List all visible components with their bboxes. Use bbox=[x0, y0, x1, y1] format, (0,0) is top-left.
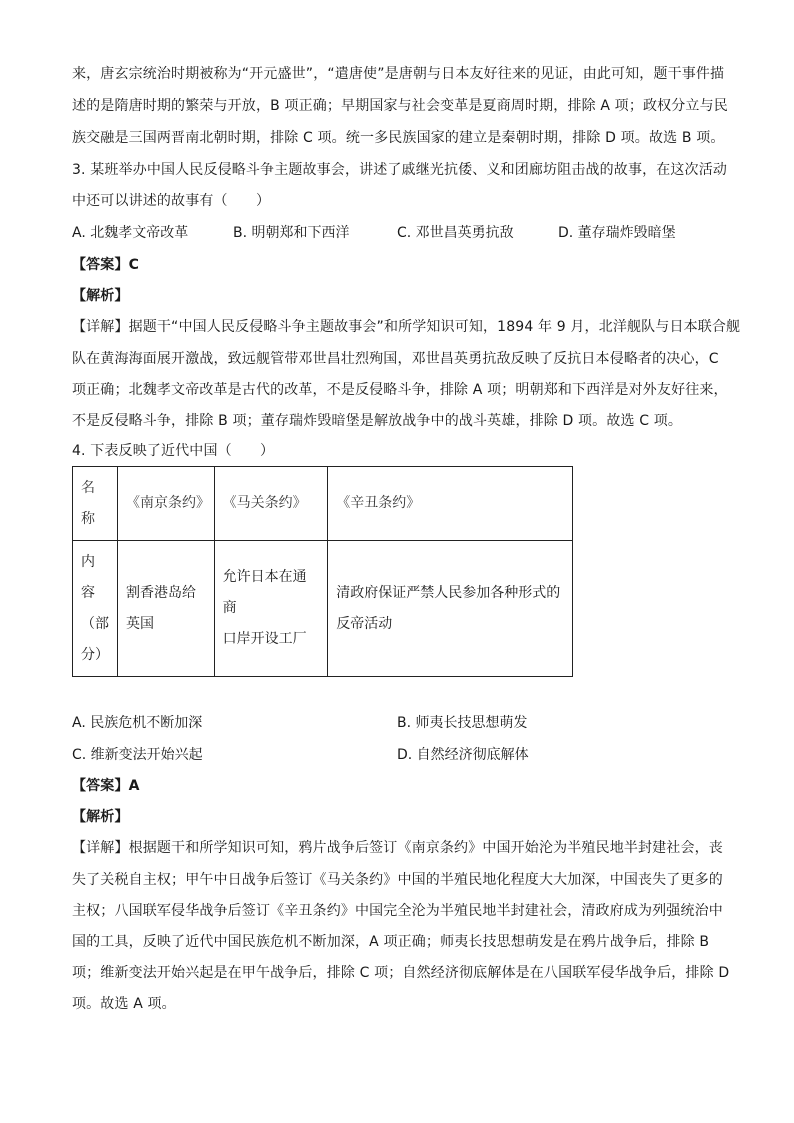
q3-answer: 【答案】C bbox=[72, 257, 140, 273]
paragraph-line: 来，唐玄宗统治时期被称为“开元盛世”，“遣唐使”是唐朝与日本友好往来的见证，由此可知，题干事件描 bbox=[72, 66, 725, 82]
q4-detail-line: 项。故选 A 项。 bbox=[72, 996, 176, 1012]
table-cell-text: 口岸开设工厂 bbox=[222, 631, 307, 647]
table-header-cell: 《马关条约》 bbox=[214, 467, 328, 541]
table-cell-text: 清政府保证严禁人民参加各种形式的 bbox=[336, 584, 561, 601]
table-label-text: 容 bbox=[81, 584, 95, 601]
q4-detail-line: 失了关税自主权；甲午中日战争后签订《马关条约》中国的半殖民地化程度大大加深，中国丧失了更多的 bbox=[72, 872, 723, 888]
q3-analysis-heading: 【解析】 bbox=[72, 288, 129, 304]
table-cell bbox=[214, 541, 328, 677]
q3-detail-line: 【详解】据题干“中国人民反侵略斗争主题故事会”和所学知识可知，1894 年 9 月，北洋舰队与日本联合舰 bbox=[72, 319, 741, 335]
q4-detail-line: 【详解】根据题干和所学知识可知，鸦片战争后签订《南京条约》中国开始沦为半殖民地半封建社会，丧 bbox=[72, 840, 723, 856]
table-label-text: 称 bbox=[81, 510, 95, 527]
q4-option-a: A. 民族危机不断加深 bbox=[72, 715, 203, 731]
q4-detail-line: 项；维新变法开始兴起是在甲午战争后，排除 C 项；自然经济彻底解体是在八国联军侵华战争后，排除 D bbox=[72, 965, 730, 981]
table-cell-text: 允许日本在通商 bbox=[222, 569, 307, 616]
paragraph-line: 族交融是三国两晋南北朝时期，排除 C 项。统一多民族国家的建立是秦朝时期，排除 D 项。故选 B 项。 bbox=[72, 130, 725, 146]
table-row bbox=[73, 541, 573, 677]
q3-detail-line: 队在黄海海面展开激战，致远舰管带邓世昌壮烈殉国，邓世昌英勇抗敌反映了反抗日本侵略者的决心，C bbox=[72, 351, 719, 367]
table-label-text: 名 bbox=[81, 479, 95, 496]
q4-option-d: D. 自然经济彻底解体 bbox=[397, 747, 529, 763]
table-cell bbox=[328, 541, 573, 677]
table-label-text: 内 bbox=[81, 553, 95, 570]
table-cell-text: 反帝活动 bbox=[336, 615, 393, 632]
table-label-cell bbox=[73, 467, 118, 541]
q3-option-d: D. 董存瑞炸毁暗堡 bbox=[558, 225, 676, 241]
question-3-stem: 3. 某班举办中国人民反侵略斗争主题故事会，讲述了戚继光抗倭、义和团廊坊阻击战的故事，在这次活动 bbox=[72, 162, 728, 178]
table-header-cell: 《南京条约》 bbox=[118, 467, 215, 541]
table-cell-text: 割香港岛给 bbox=[126, 584, 196, 601]
q3-option-c: C. 邓世昌英勇抗敌 bbox=[397, 225, 514, 241]
q3-detail-line: 不是反侵略斗争，排除 B 项；董存瑞炸毁暗堡是解放战争中的战斗英雄，排除 D 项。故选 C 项。 bbox=[72, 413, 683, 429]
q4-answer: 【答案】A bbox=[72, 778, 140, 794]
q3-detail-line: 项正确；北魏孝文帝改革是古代的改革，不是反侵略斗争，排除 A 项；明朝郑和下西洋是对外友好往来， bbox=[72, 382, 728, 398]
q4-detail-line: 国的工具，反映了近代中国民族危机不断加深，A 项正确；师夷长技思想萌发是在鸦片战争后，排除 B bbox=[72, 934, 710, 950]
question-3-stem: 中还可以讲述的故事有（ ） bbox=[72, 193, 271, 209]
q3-option-a: A. 北魏孝文帝改革 bbox=[72, 225, 189, 241]
q3-option-b: B. 明朝郑和下西洋 bbox=[233, 225, 350, 241]
table-cell-text: 英国 bbox=[126, 615, 154, 632]
q4-option-c: C. 维新变法开始兴起 bbox=[72, 747, 203, 763]
q4-analysis-heading: 【解析】 bbox=[72, 809, 129, 825]
treaty-table bbox=[72, 466, 573, 677]
table-header-row bbox=[73, 467, 573, 541]
question-4-stem: 4. 下表反映了近代中国（ ） bbox=[72, 443, 275, 459]
table-cell bbox=[118, 541, 215, 677]
paragraph-line: 述的是隋唐时期的繁荣与开放，B 项正确；早期国家与社会变革是夏商周时期，排除 A 项；政权分立与民 bbox=[72, 98, 728, 114]
table-label-cell bbox=[73, 541, 118, 677]
q4-option-b: B. 师夷长技思想萌发 bbox=[397, 715, 528, 731]
q4-detail-line: 主权；八国联军侵华战争后签订《辛丑条约》中国完全沦为半殖民地半封建社会，清政府成为列强统治中 bbox=[72, 903, 723, 919]
table-header-cell: 《辛丑条约》 bbox=[328, 467, 573, 541]
table-label-text: （部 bbox=[81, 615, 109, 632]
table-label-text: 分） bbox=[81, 646, 109, 663]
